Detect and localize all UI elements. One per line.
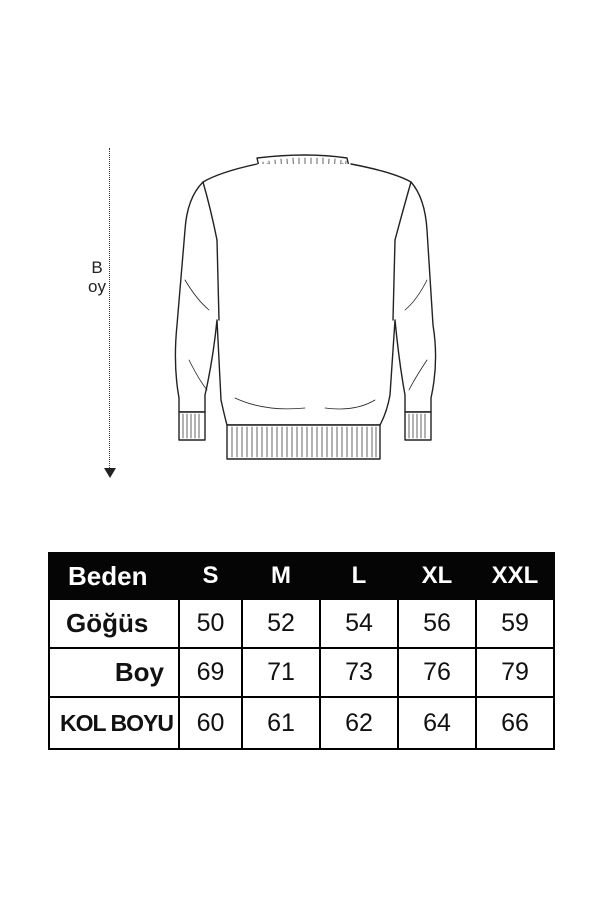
table-cell: 60: [179, 697, 242, 749]
table-cell: 52: [242, 599, 320, 648]
table-row: [49, 697, 554, 749]
size-chart-table: [48, 552, 555, 750]
header-size-l: L: [320, 553, 398, 599]
table-cell: 69: [179, 648, 242, 697]
table-cell: 54: [320, 599, 398, 648]
arrow-down-icon: [104, 468, 116, 478]
table-cell: 79: [476, 648, 554, 697]
header-size-xxl: XXL: [476, 553, 554, 599]
header-size-s: S: [179, 553, 242, 599]
row-label-gogus: Göğüs: [49, 599, 179, 648]
header-size-xl: XL: [398, 553, 476, 599]
row-label-kol-boyu: KOL BOYU: [49, 697, 179, 749]
header-size-m: M: [242, 553, 320, 599]
table-cell: 59: [476, 599, 554, 648]
row-label-boy: Boy: [49, 648, 179, 697]
table-cell: 61: [242, 697, 320, 749]
table-cell: 76: [398, 648, 476, 697]
table-cell: 50: [179, 599, 242, 648]
height-measure-line: [109, 148, 110, 470]
table-cell: 62: [320, 697, 398, 749]
header-beden: Beden: [49, 553, 179, 599]
table-cell: 73: [320, 648, 398, 697]
table-cell: 66: [476, 697, 554, 749]
table-cell: 71: [242, 648, 320, 697]
height-label: Boy: [88, 258, 106, 296]
sweater-sketch-icon: [165, 150, 450, 470]
table-row: [49, 599, 554, 648]
table-header-row: [49, 553, 554, 599]
table-row: [49, 648, 554, 697]
table-cell: 64: [398, 697, 476, 749]
table-cell: 56: [398, 599, 476, 648]
